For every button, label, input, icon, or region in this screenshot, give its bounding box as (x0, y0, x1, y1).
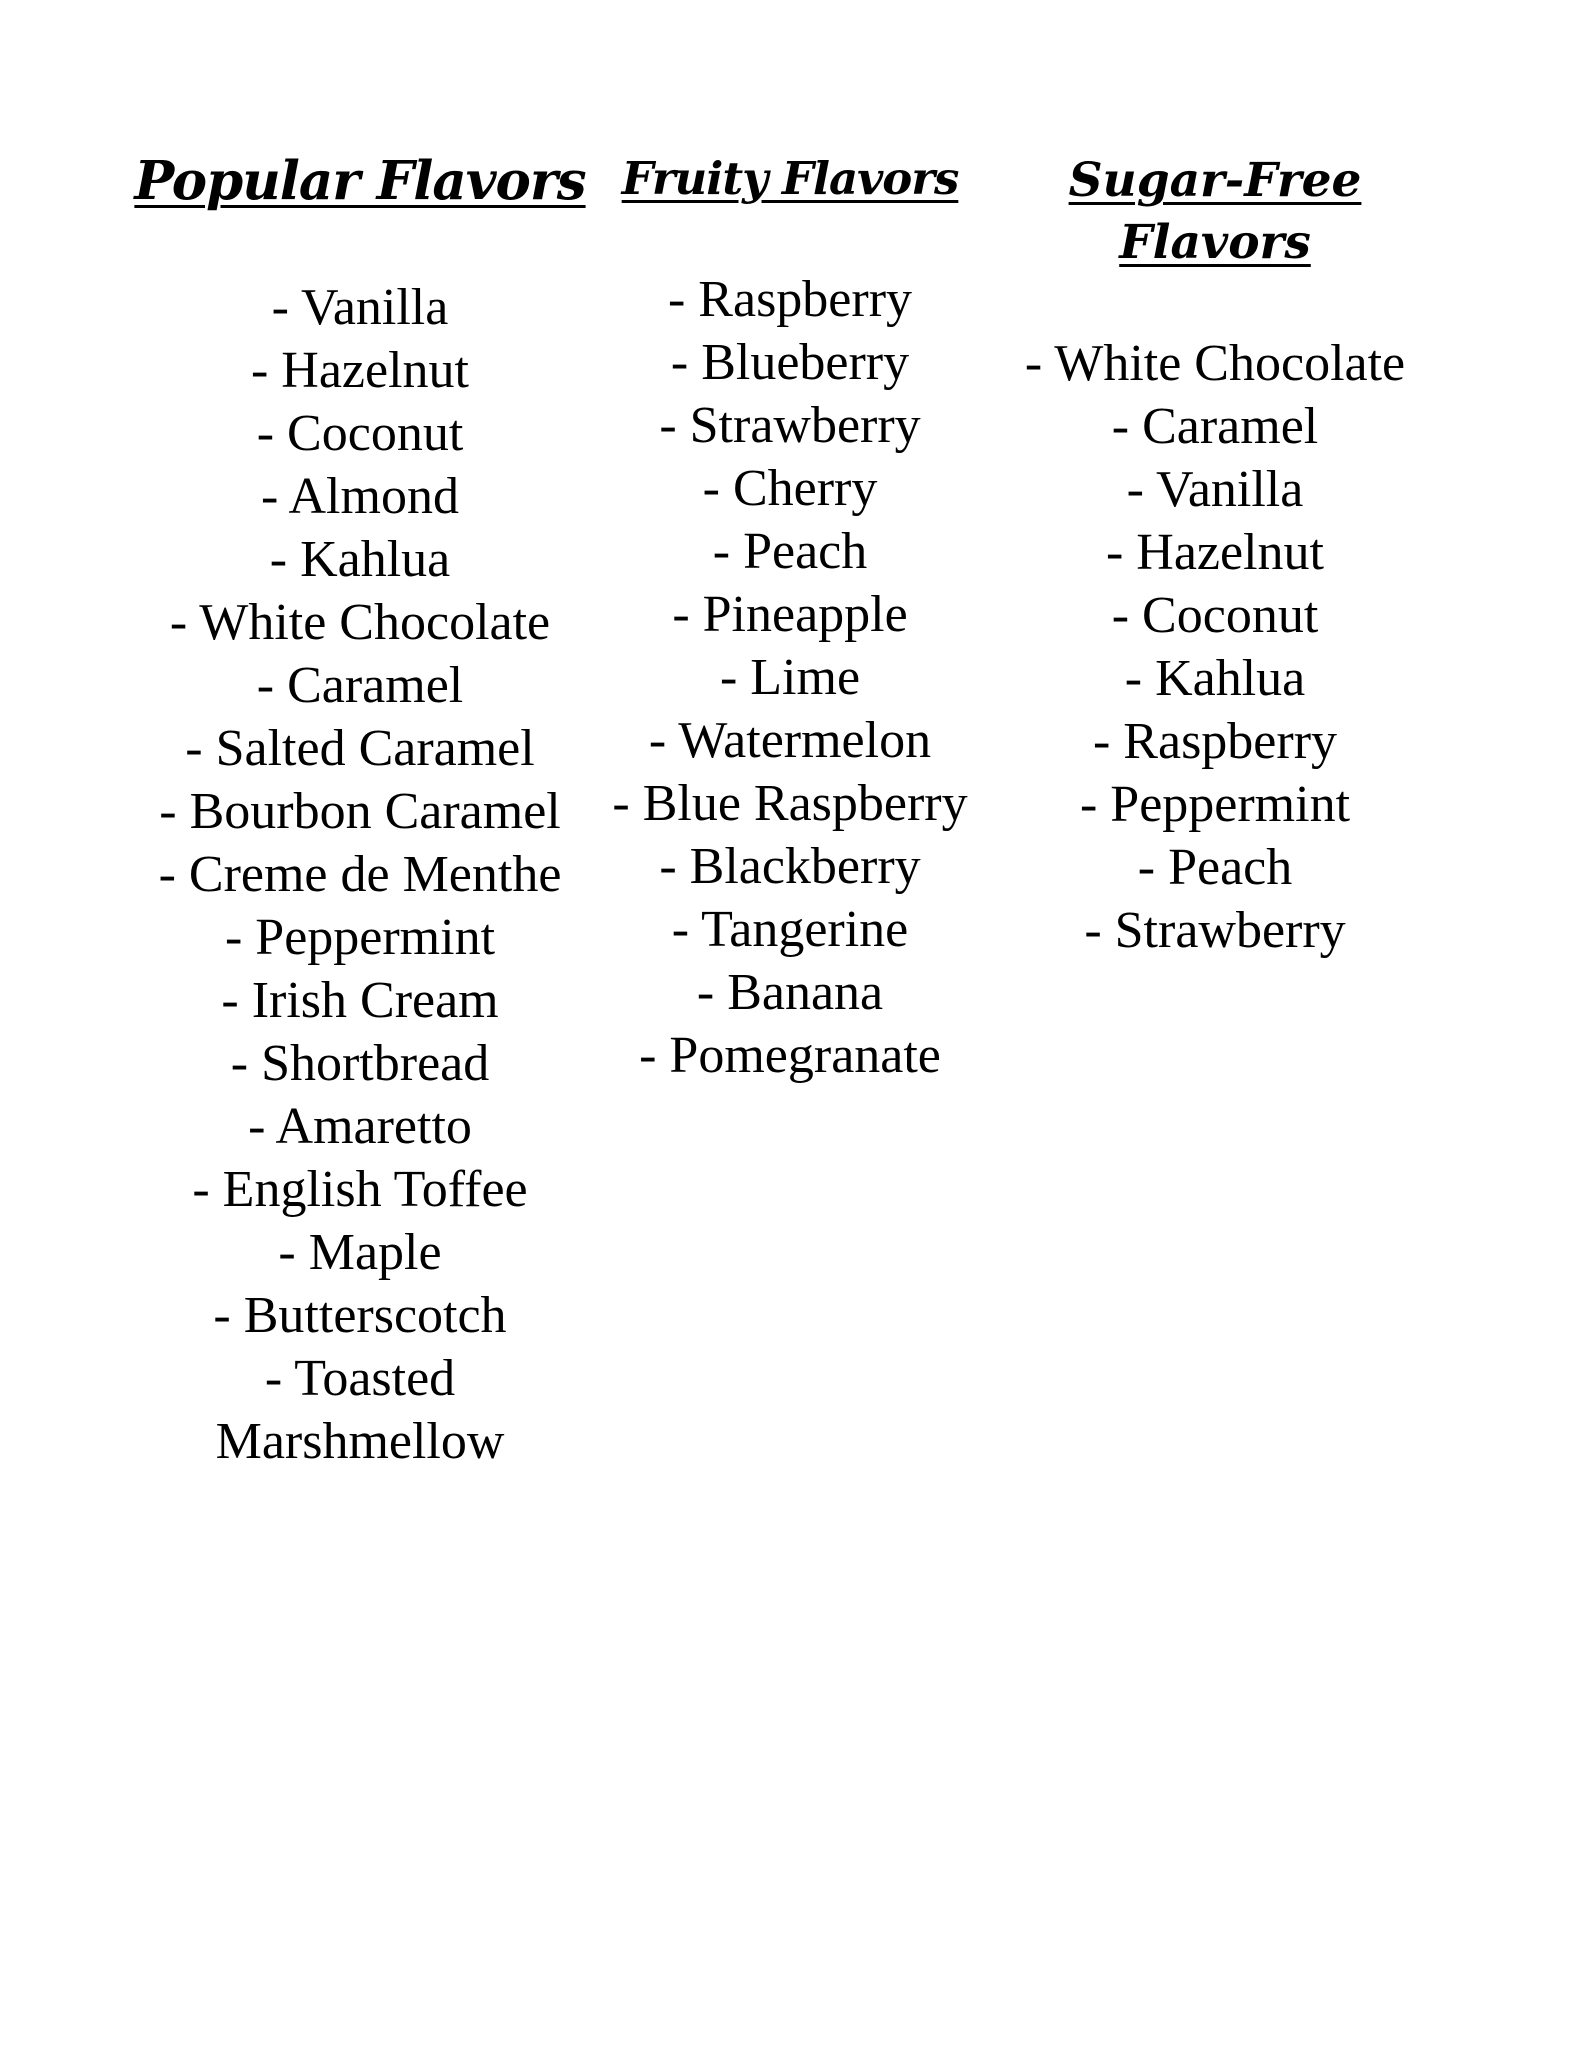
list-item: - Toasted Marshmellow (215, 1350, 505, 1470)
list-item: - Bourbon Caramel (159, 783, 561, 840)
list-item: - White Chocolate (1024, 335, 1406, 392)
list-item: - Coconut (256, 405, 464, 462)
list-item: - Peppermint (1079, 776, 1351, 833)
list-item: - Irish Cream (221, 972, 499, 1029)
list-item: - English Toffee (192, 1161, 528, 1218)
fruity-flavors-column (590, 150, 990, 1087)
list-item: - Kahlua (1124, 650, 1306, 707)
list-item: - Creme de Menthe (158, 846, 562, 903)
list-item: - Butterscotch (213, 1287, 507, 1344)
list-item: - Pomegranate (639, 1027, 941, 1084)
list-item: - Peach (712, 523, 868, 580)
list-item: - Strawberry (659, 397, 921, 454)
list-item: - Almond (261, 468, 459, 525)
list-item: - Kahlua (269, 531, 451, 588)
list-item: - Vanilla (271, 279, 449, 336)
list-item: - Pineapple (672, 586, 908, 643)
list-item: - Lime (719, 649, 861, 706)
list-item: - Cherry (702, 460, 878, 517)
list-item: - Peach (1137, 839, 1293, 896)
list-item: - Peppermint (224, 909, 496, 966)
list-item: - White Chocolate (169, 594, 551, 651)
list-item: - Blue Raspberry (612, 775, 968, 832)
list-item: - Raspberry (667, 271, 913, 328)
list-item: - Salted Caramel (185, 720, 535, 777)
list-item: - Watermelon (648, 712, 932, 769)
list-item: - Blackberry (659, 838, 921, 895)
list-item: - Maple (278, 1224, 442, 1281)
list-item: - Amaretto (248, 1098, 472, 1155)
list-item: - Banana (696, 964, 884, 1021)
list-item: - Blueberry (670, 334, 910, 391)
fruity-flavors-heading: Fruity Flavors (621, 152, 959, 205)
sugar-free-flavors-heading: Sugar-Free Flavors (1068, 153, 1362, 270)
list-item: - Strawberry (1084, 902, 1346, 959)
list-item: - Raspberry (1092, 713, 1338, 770)
list-item: - Tangerine (671, 901, 909, 958)
popular-flavors-heading: Popular Flavors (134, 150, 586, 212)
list-item: - Coconut (1111, 587, 1319, 644)
list-item: - Vanilla (1126, 461, 1304, 518)
sugar-free-flavors-list (990, 332, 1440, 962)
popular-flavors-column (130, 150, 590, 1473)
list-item: - Hazelnut (250, 342, 469, 399)
list-item: - Shortbread (230, 1035, 490, 1092)
sugar-free-flavors-column (990, 150, 1440, 962)
list-item: - Hazelnut (1105, 524, 1324, 581)
fruity-flavors-list (590, 268, 990, 1087)
list-item: - Caramel (256, 657, 464, 714)
list-item: - Caramel (1111, 398, 1319, 455)
popular-flavors-list (130, 276, 590, 1473)
